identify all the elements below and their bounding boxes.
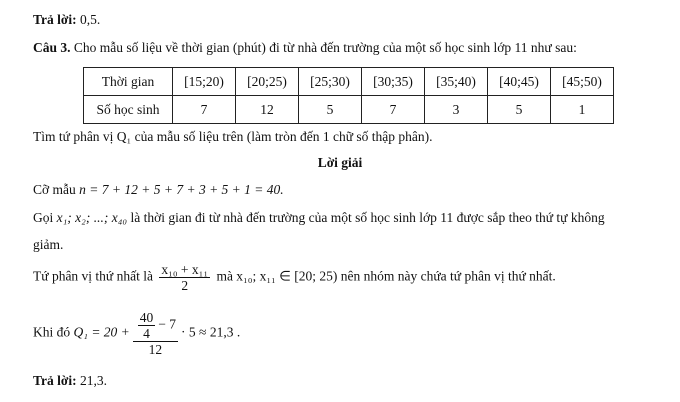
count-cell: 7 xyxy=(173,96,236,124)
question-3: Câu 3. Cho mẫu số liệu về thời gian (phút) đi từ nhà đến trường của một số học sinh lớp 11 như sau: xyxy=(33,40,577,55)
fraction: $\frac{\text{x₁₀ + x₁₁}}{2}$ xyxy=(161,262,209,293)
data-table xyxy=(83,67,614,124)
interval-cell: [25;30) xyxy=(299,68,362,96)
big-fraction: $\frac{40}{4}$ − 7 12 xyxy=(133,310,178,357)
row-header-time: Thời gian xyxy=(84,68,173,96)
q1-formula: Khi đó Q₁ = 20 + $\frac{40}{4}$ − 7 12 · 5 ≈ 21,3 . xyxy=(33,310,241,357)
task-text: Tìm tứ phân vị Q₁ của mẫu số liệu trên (làm tròn đến 1 chữ số thập phân). xyxy=(33,129,433,144)
interval-cell: [30;35) xyxy=(362,68,425,96)
previous-answer: Trả lời: 0,5. xyxy=(33,12,101,27)
call-line-cont: giảm. xyxy=(33,237,64,252)
interval-cell: [40;45) xyxy=(488,68,551,96)
interval-cell: [15;20) xyxy=(173,68,236,96)
count-cell: 7 xyxy=(362,96,425,124)
call-line: Gọi x₁; x₂; ...; x₄₀ là thời gian đi từ nhà đến trường của một số học sinh lớp 11 được sắp theo thứ tự không xyxy=(33,210,605,225)
count-cell: 5 xyxy=(299,96,362,124)
count-cell: 1 xyxy=(551,96,614,124)
count-cell: 12 xyxy=(236,96,299,124)
interval-cell: [35;40) xyxy=(425,68,488,96)
row-header-students: Số học sinh xyxy=(84,96,173,124)
quartile-line: Tứ phân vị thứ nhất là $\frac{\text{x₁₀ + x₁₁}}{2}$ mà x₁₀; x₁₁ ∈ [20; 25) nên nhóm này chứa tứ phân vị thứ nhất. xyxy=(33,262,556,293)
count-cell: 3 xyxy=(425,96,488,124)
interval-cell: [20;25) xyxy=(236,68,299,96)
sample-size: Cỡ mẫu n = 7 + 12 + 5 + 7 + 3 + 5 + 1 = 40. xyxy=(33,182,284,197)
final-answer: Trả lời: 21,3. xyxy=(33,373,107,388)
solution-title: Lời giải xyxy=(317,155,363,170)
count-cell: 5 xyxy=(488,96,551,124)
interval-cell: [45;50) xyxy=(551,68,614,96)
